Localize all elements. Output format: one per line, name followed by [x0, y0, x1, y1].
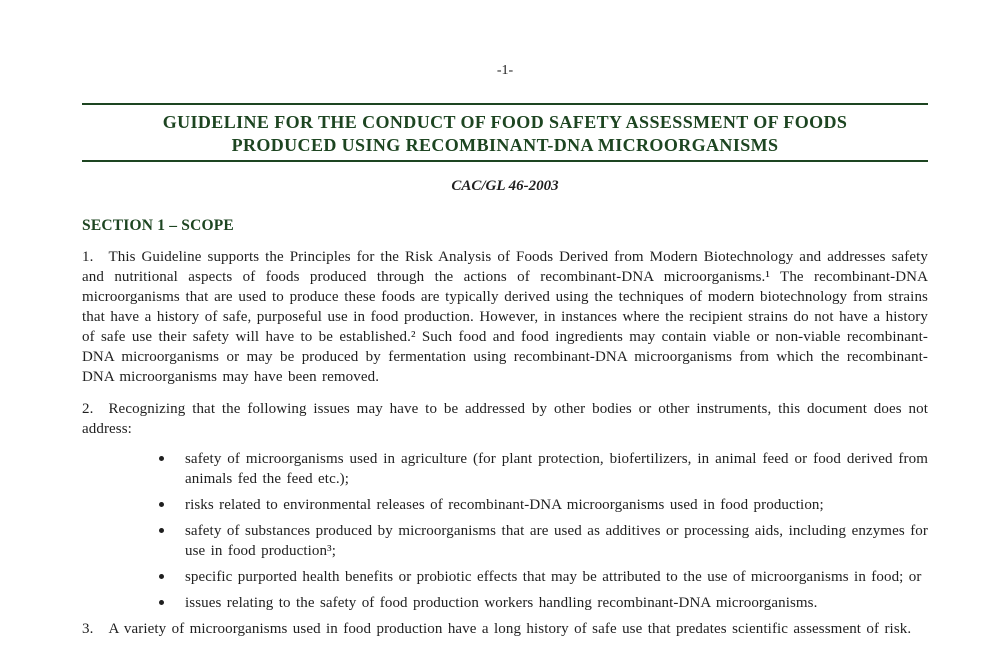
- document-reference: CAC/GL 46-2003: [451, 178, 559, 194]
- list-item-text: risks related to environmental releases of recombinant-DNA microorganisms used in food production;: [185, 497, 824, 513]
- bullet-icon: [159, 502, 164, 507]
- bullet-icon: [159, 528, 164, 533]
- paragraph-2-text: Recognizing that the following issues may have to be addressed by other bodies or other instruments, this document does not address:: [82, 401, 928, 437]
- bullet-icon: [159, 600, 164, 605]
- paragraph-1-number: 1.: [82, 249, 94, 265]
- paragraph-2-number: 2.: [82, 401, 94, 417]
- list-item: [82, 593, 928, 613]
- list-item: [82, 567, 928, 587]
- page-number: -1-: [496, 63, 514, 78]
- paragraph-2: [82, 399, 928, 439]
- bullet-icon: [159, 456, 164, 461]
- paragraph-3: [82, 619, 928, 639]
- list-item: [82, 495, 928, 515]
- list-item: [82, 449, 928, 489]
- paragraph-1-text: This Guideline supports the Principles for the Risk Analysis of Foods Derived from Modern Biotechnology and addresses safety and nutritional aspects of foods produced through the actions of recombinant-DNA microorganisms.¹ The recombinant-DNA microorganisms that are used to produce these foods are typically derived using the techniques of modern biotechnology from strains that have a history of safe, purposeful use in food production. However, in instances where the recipient strains do not have a history of safe use their safety will have to be established.² Such food and food ingredients may contain viable or non-viable recombinant-DNA microorganisms or may be produced by fermentation using recombinant-DNA microorganisms from which the recombinant-DNA microorganisms may have been removed.: [82, 249, 928, 385]
- document-title: [82, 103, 928, 162]
- paragraph-3-number: 3.: [82, 621, 94, 637]
- bullet-icon: [159, 574, 164, 579]
- list-item-text: safety of substances produced by microorganisms that are used as additives or processing aids, including enzymes for use in food production³;: [185, 523, 928, 559]
- paragraph-3-text: A variety of microorganisms used in food production have a long history of safe use that predates scientific assessment of risk.: [108, 621, 912, 637]
- list-item: [82, 521, 928, 561]
- list-item-text: issues relating to the safety of food production workers handling recombinant-DNA microorganisms.: [185, 595, 818, 611]
- section-heading: SECTION 1 – SCOPE: [82, 217, 234, 234]
- list-item-text: specific purported health benefits or probiotic effects that may be attributed to the use of microorganisms in food; or: [185, 569, 922, 585]
- document-title-line-2: PRODUCED USING RECOMBINANT-DNA MICROORGANISMS: [231, 135, 779, 155]
- list-item-text: safety of microorganisms used in agriculture (for plant protection, biofertilizers, in animal feed or food derived from animals fed the feed etc.);: [185, 451, 928, 487]
- document-title-line-1: GUIDELINE FOR THE CONDUCT OF FOOD SAFETY ASSESSMENT OF FOODS: [162, 112, 848, 132]
- exclusion-list: [82, 449, 928, 613]
- paragraph-1: [82, 247, 928, 387]
